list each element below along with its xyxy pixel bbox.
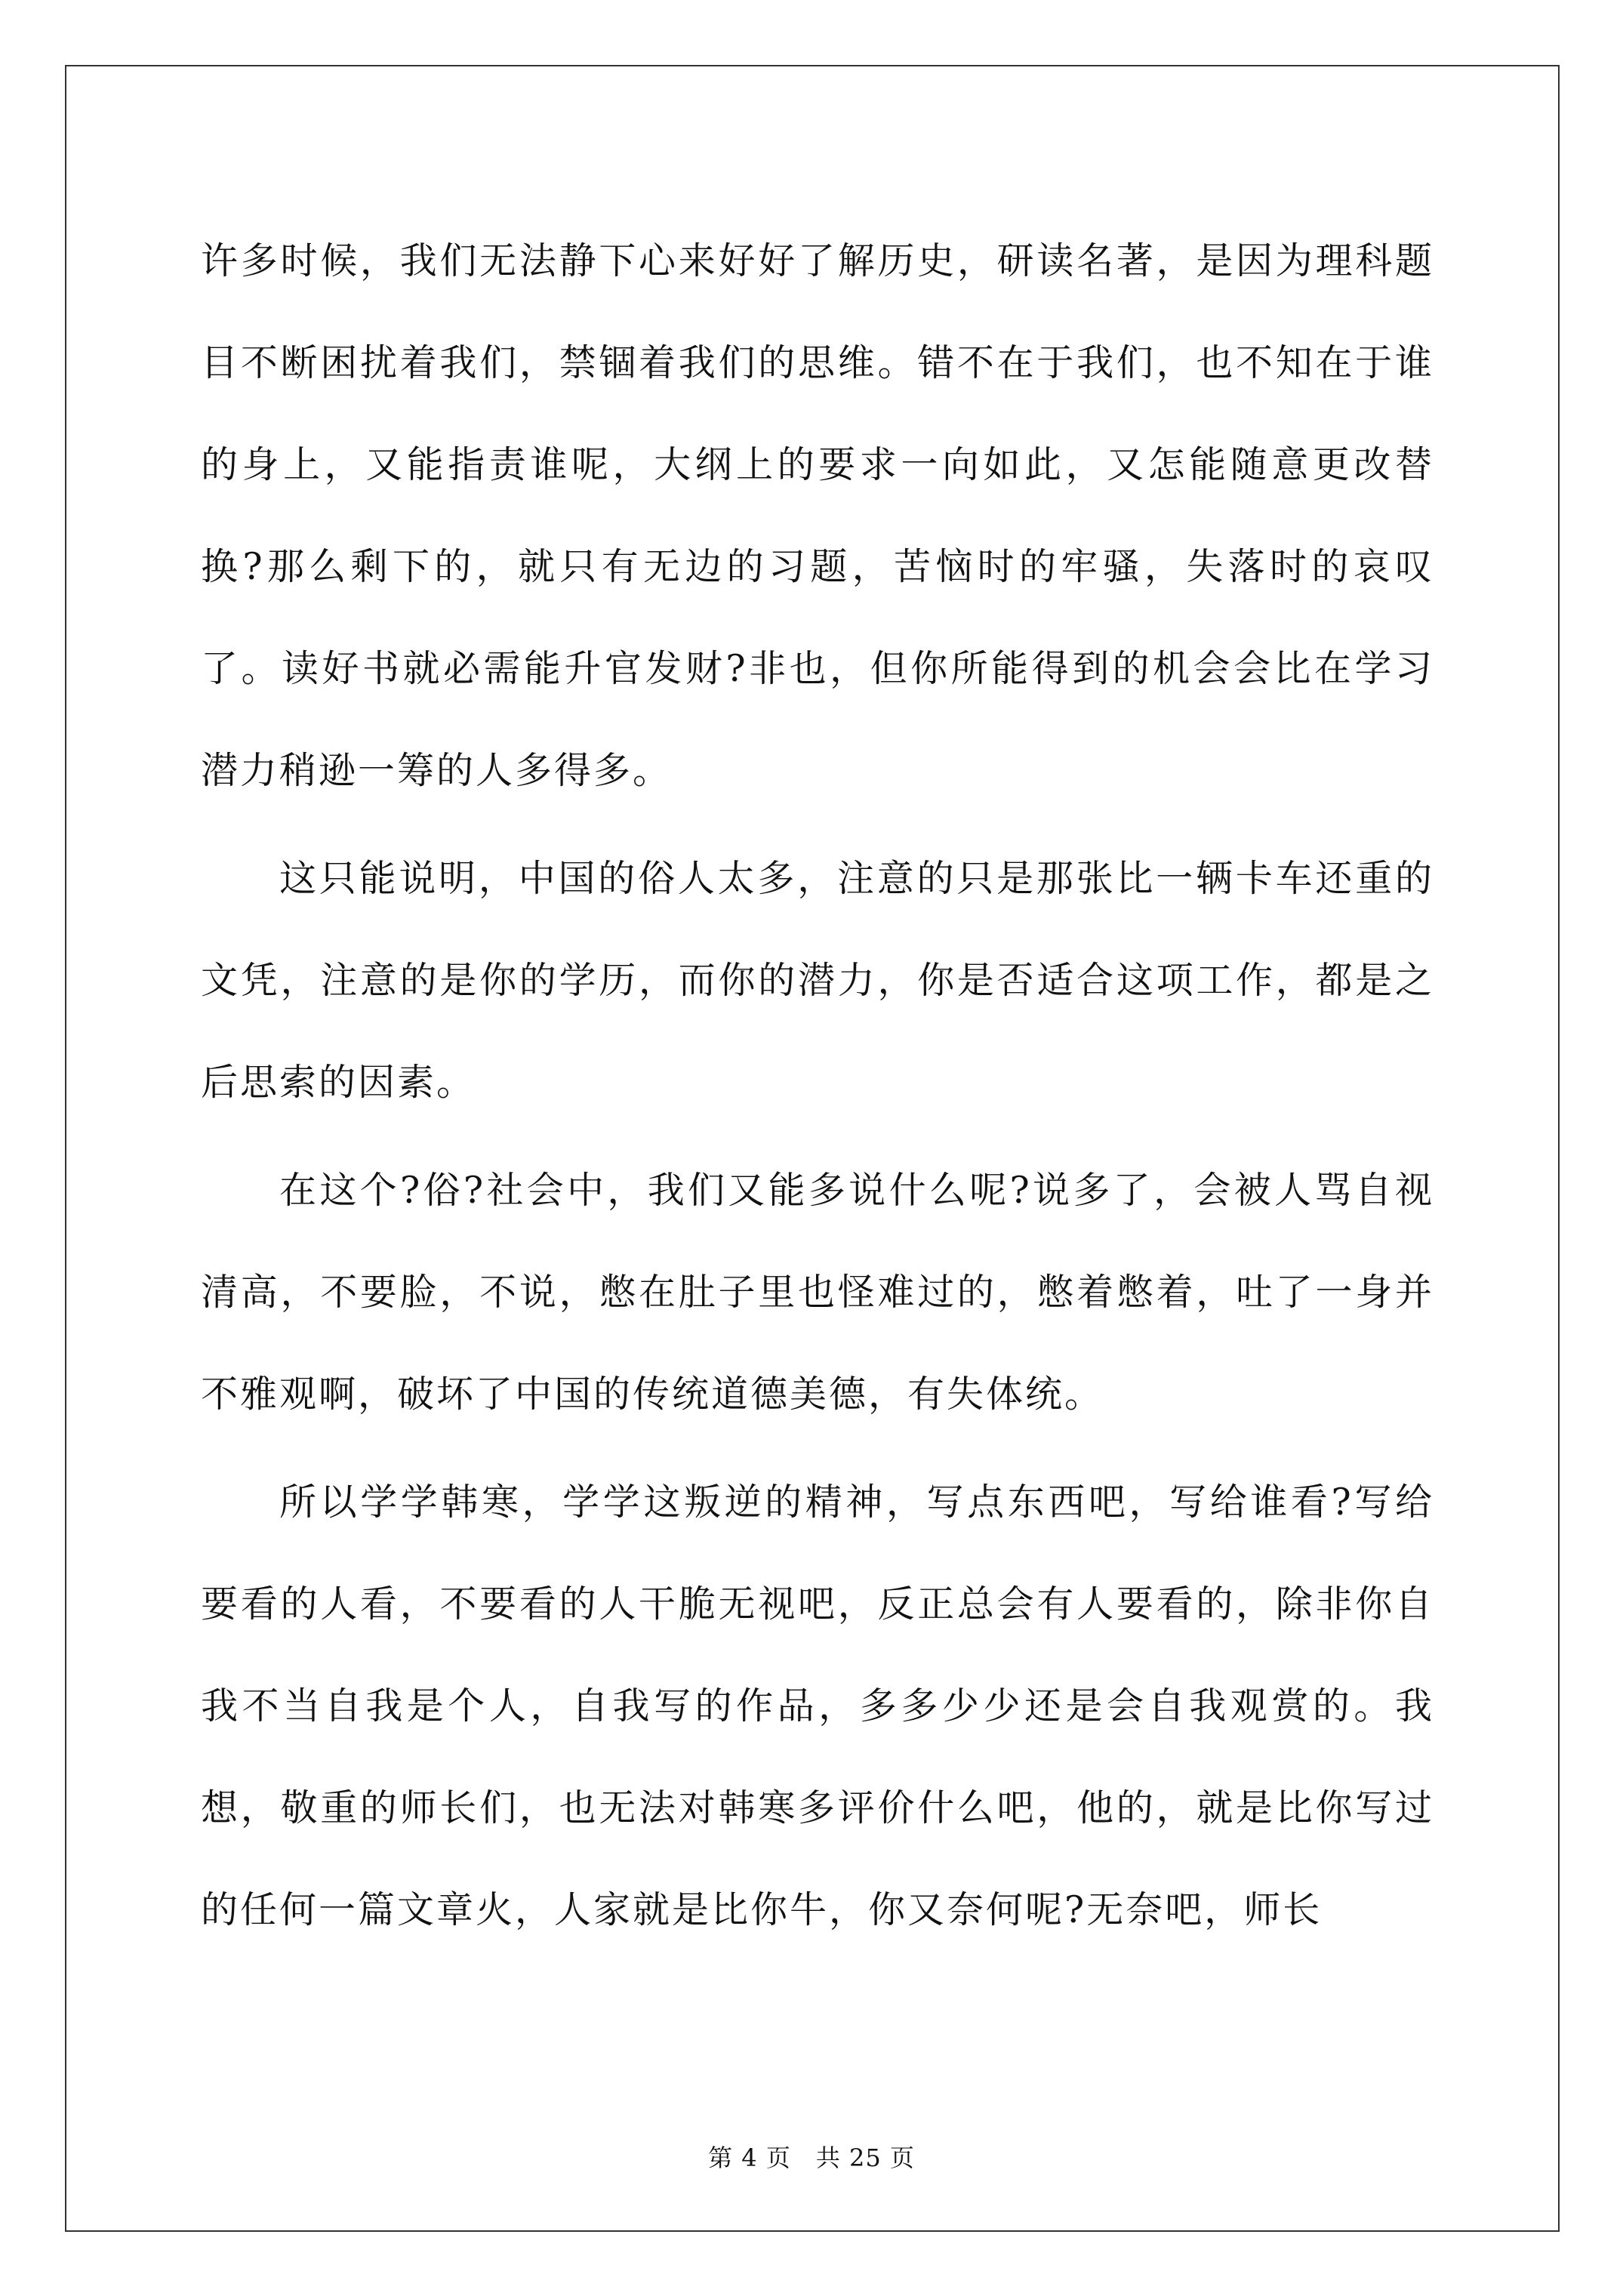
- paragraph-4: 所以学学韩寒，学学这叛逆的精神，写点东西吧，写给谁看?写给要看的人看，不要看的人干脆无视吧，反正总会有人要看的，除非你自我不当自我是个人，自我写的作品，多多少少还是会自我观赏的。我想，敬重的师长们，也无法对韩寒多评价什么吧，他的，就是比你写过的任何一篇文章火，人家就是比你牛，你又奈何呢?无奈吧，师长: [201, 1481, 1434, 1931]
- document-body: [201, 210, 1434, 1967]
- paragraph-2: 这只能说明，中国的俗人太多，注意的只是那张比一辆卡车还重的文凭，注意的是你的学历，而你的潜力，你是否适合这项工作，都是之后思索的因素。: [201, 857, 1434, 1104]
- page-number-footer: 第 4 页 共 25 页: [708, 2143, 915, 2172]
- paragraph-1: 许多时候，我们无法静下心来好好了解历史，研读名著，是因为理科题目不断困扰着我们，禁锢着我们的思维。错不在于我们，也不知在于谁的身上，又能指责谁呢，大纲上的要求一向如此，又怎能随意更改替换?那么剩下的，就只有无边的习题，苦恼时的牢骚，失落时的哀叹了。读好书就必需能升官发财?非也，但你所能得到的机会会比在学习潜力稍逊一筹的人多得多。: [201, 239, 1434, 792]
- paragraph-3: 在这个?俗?社会中，我们又能多说什么呢?说多了，会被人骂自视清高，不要脸，不说，憋在肚子里也怪难过的，憋着憋着，吐了一身并不雅观啊，破坏了中国的传统道德美德，有失体统。: [201, 1169, 1434, 1416]
